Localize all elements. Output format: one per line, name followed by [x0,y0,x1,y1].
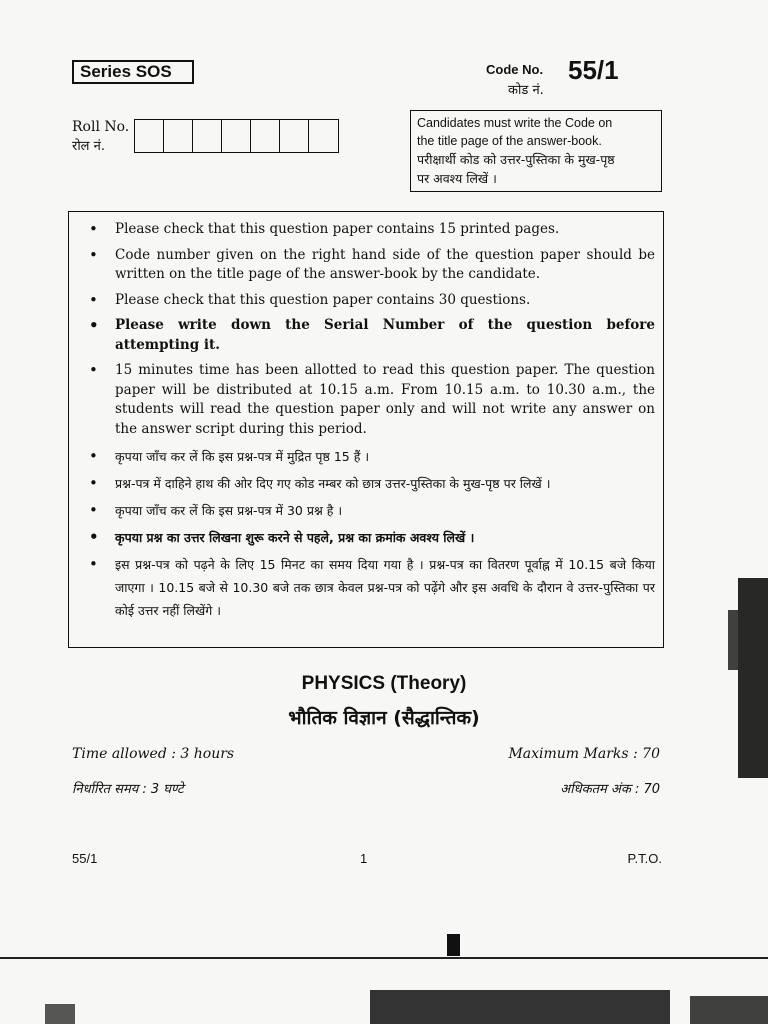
roll-digit-box [251,120,280,152]
pto-label: P.T.O. [627,851,662,866]
subject-title-hindi: भौतिक विज्ञान (सैद्धान्तिक) [288,707,480,729]
scan-mark [447,934,460,956]
maximum-marks: Maximum Marks : 70 [508,746,660,762]
roll-digit-box [164,120,193,152]
code-label: Code No. [486,62,544,77]
instruction-item: • Please check that this question paper contains 15 printed pages. [79,220,655,240]
scan-mark [370,990,670,1024]
roll-digit-box [309,120,338,152]
candidates-note-line: Candidates must write the Code on [417,116,613,130]
code-label-hindi: कोड नं. [508,83,544,98]
instruction-item: • कृपया जाँच कर लें कि इस प्रश्न-पत्र में मुद्रित पृष्ठ 15 हैं । [79,445,655,468]
candidates-note-line-hindi: पर अवश्य लिखें । [417,171,497,186]
time-allowed: Time allowed : 3 hours [72,746,235,762]
instruction-item: • Code number given on the right hand side of the question paper should be written on the title page of the answer-book by the candidate. [79,246,655,285]
roll-number-label: Roll No. [72,119,130,135]
series-label: Series SOS [72,60,194,84]
roll-number-label-hindi: रोल नं. [72,139,105,154]
subject-title: PHYSICS (Theory) [301,673,467,694]
time-allowed-hindi: निर्धारित समय : 3 घण्टे [72,782,184,797]
scan-mark [728,610,738,670]
instruction-item: • Please check that this question paper contains 30 questions. [79,291,655,311]
maximum-marks-hindi: अधिकतम अंक : 70 [560,782,660,797]
roll-digit-box [193,120,222,152]
scan-edge-line [0,957,768,959]
instruction-item: • कृपया प्रश्न का उत्तर लिखना शुरू करने से पहले, प्रश्न का क्रमांक अवश्य लिखें । [79,526,655,549]
instruction-item: • इस प्रश्न-पत्र को पढ़ने के लिए 15 मिनट का समय दिया गया है । प्रश्न-पत्र का वितरण पूर्वाह्न में 10.15 बजे किया जाएगा । 10.15 बजे से 10.30 बजे तक छात्र केवल प्रश्न-पत्र को पढ़ेंगे और इस अवधि के दौरान वे उत्तर-पुस्तिका पर कोई उत्तर नहीं लिखेंगे । [79,553,655,622]
candidates-note-box [410,110,662,192]
candidates-note-line: the title page of the answer-book. [417,134,602,148]
scan-mark [738,578,768,778]
instruction-item: • Please write down the Serial Number of the question before attempting it. [79,316,655,355]
scan-mark [45,1004,75,1024]
candidates-note-line-hindi: परीक्षार्थी कोड को उत्तर-पुस्तिका के मुख-पृष्ठ [417,152,615,167]
roll-digit-box [135,120,164,152]
roll-digit-box [222,120,251,152]
instructions-box [68,211,664,648]
roll-number-boxes [134,119,339,153]
footer-code: 55/1 [72,851,98,866]
page-number: 1 [360,851,368,866]
instructions-list [79,220,655,622]
roll-digit-box [280,120,309,152]
instruction-item: • कृपया जाँच कर लें कि इस प्रश्न-पत्र में 30 प्रश्न है । [79,499,655,522]
instruction-item: • प्रश्न-पत्र में दाहिने हाथ की ओर दिए गए कोड नम्बर को छात्र उत्तर-पुस्तिका के मुख-पृष्ठ पर लिखें । [79,472,655,495]
code-number: 55/1 [568,55,619,85]
scan-mark [690,996,768,1024]
instruction-item: • 15 minutes time has been allotted to read this question paper. The question paper will be distributed at 10.15 a.m. From 10.15 a.m. to 10.30 a.m., the students will read the question paper only and will not write any answer on the answer script during this period. [79,361,655,439]
